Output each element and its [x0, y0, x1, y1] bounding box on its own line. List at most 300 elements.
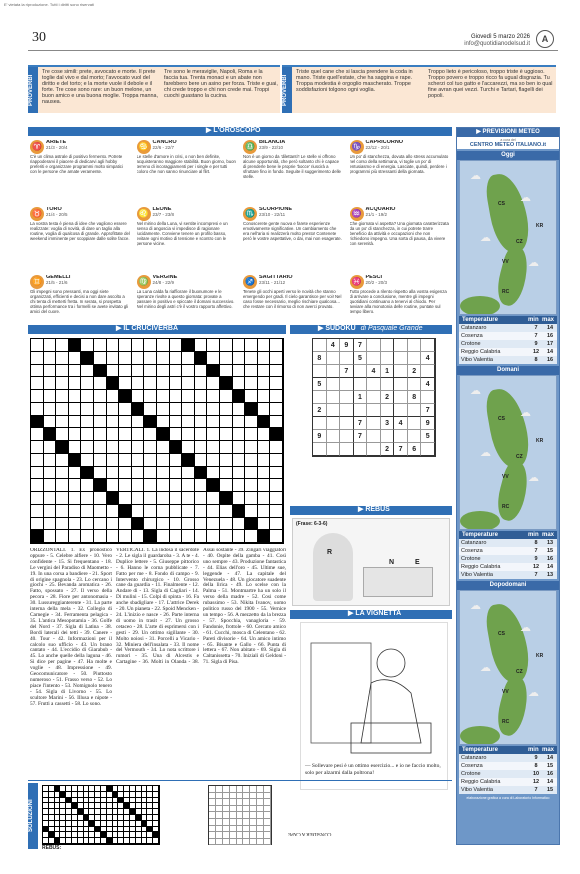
grid-cell[interactable] [245, 467, 258, 480]
sudoku-cell[interactable] [367, 417, 381, 430]
grid-cell[interactable] [233, 467, 246, 480]
grid-cell[interactable] [245, 428, 258, 441]
sudoku-cell[interactable]: 4 [367, 365, 381, 378]
grid-cell[interactable] [94, 352, 107, 365]
sudoku-cell[interactable] [354, 378, 368, 391]
grid-cell[interactable] [233, 505, 246, 518]
grid-cell[interactable] [144, 479, 157, 492]
grid-cell[interactable] [270, 352, 283, 365]
grid-cell[interactable] [69, 518, 82, 531]
grid-cell[interactable] [94, 530, 107, 543]
sudoku-cell[interactable] [340, 352, 354, 365]
grid-cell[interactable] [81, 492, 94, 505]
grid-cell[interactable] [119, 505, 132, 518]
grid-cell[interactable] [195, 467, 208, 480]
sudoku-cell[interactable]: 8 [408, 391, 422, 404]
grid-cell[interactable] [107, 339, 120, 352]
grid-cell[interactable] [132, 428, 145, 441]
sudoku-cell[interactable]: 7 [354, 417, 368, 430]
grid-cell[interactable] [94, 505, 107, 518]
grid-cell[interactable] [245, 377, 258, 390]
grid-cell[interactable] [220, 416, 233, 429]
grid-cell[interactable] [220, 492, 233, 505]
grid-cell[interactable] [119, 390, 132, 403]
grid-cell[interactable] [182, 403, 195, 416]
grid-cell[interactable] [119, 518, 132, 531]
grid-cell[interactable] [144, 530, 157, 543]
grid-cell[interactable] [132, 403, 145, 416]
grid-cell[interactable] [170, 492, 183, 505]
sudoku-cell[interactable]: 5 [421, 430, 435, 443]
grid-cell[interactable] [270, 377, 283, 390]
sudoku-cell[interactable]: 7 [421, 404, 435, 417]
grid-cell[interactable] [119, 479, 132, 492]
grid-cell[interactable] [119, 377, 132, 390]
grid-cell[interactable] [195, 428, 208, 441]
grid-cell[interactable] [220, 441, 233, 454]
grid-cell[interactable] [144, 518, 157, 531]
grid-cell[interactable] [69, 454, 82, 467]
grid-cell[interactable] [170, 339, 183, 352]
grid-cell[interactable] [270, 479, 283, 492]
grid-cell[interactable] [69, 403, 82, 416]
grid-cell[interactable] [182, 339, 195, 352]
sudoku-cell[interactable] [381, 378, 395, 391]
sudoku-cell[interactable]: 4 [327, 339, 341, 352]
grid-cell[interactable] [107, 428, 120, 441]
grid-cell[interactable] [233, 377, 246, 390]
grid-cell[interactable] [94, 390, 107, 403]
grid-cell[interactable] [94, 339, 107, 352]
grid-cell[interactable] [31, 518, 44, 531]
grid-cell[interactable] [207, 441, 220, 454]
grid-cell[interactable] [94, 428, 107, 441]
grid-cell[interactable] [245, 479, 258, 492]
grid-cell[interactable] [270, 339, 283, 352]
sudoku-cell[interactable]: 8 [313, 352, 327, 365]
grid-cell[interactable] [69, 530, 82, 543]
grid-cell[interactable] [182, 428, 195, 441]
grid-cell[interactable] [233, 365, 246, 378]
grid-cell[interactable] [119, 403, 132, 416]
grid-cell[interactable] [182, 479, 195, 492]
grid-cell[interactable] [245, 365, 258, 378]
grid-cell[interactable] [132, 467, 145, 480]
grid-cell[interactable] [270, 441, 283, 454]
sudoku-cell[interactable] [381, 430, 395, 443]
grid-cell[interactable] [144, 505, 157, 518]
grid-cell[interactable] [245, 505, 258, 518]
grid-cell[interactable] [81, 390, 94, 403]
grid-cell[interactable] [195, 377, 208, 390]
sudoku-cell[interactable] [313, 365, 327, 378]
grid-cell[interactable] [44, 428, 57, 441]
sudoku-cell[interactable] [421, 339, 435, 352]
sudoku-cell[interactable] [367, 352, 381, 365]
grid-cell[interactable] [44, 467, 57, 480]
grid-cell[interactable] [56, 416, 69, 429]
sudoku-cell[interactable]: 7 [394, 443, 408, 456]
grid-cell[interactable] [258, 365, 271, 378]
grid-cell[interactable] [245, 390, 258, 403]
sudoku-cell[interactable] [327, 365, 341, 378]
grid-cell[interactable] [220, 518, 233, 531]
grid-cell[interactable] [69, 365, 82, 378]
sudoku-cell[interactable]: 9 [421, 417, 435, 430]
sudoku-cell[interactable]: 6 [408, 443, 422, 456]
grid-cell[interactable] [44, 454, 57, 467]
grid-cell[interactable] [132, 390, 145, 403]
grid-cell[interactable] [44, 339, 57, 352]
grid-cell[interactable] [233, 518, 246, 531]
grid-cell[interactable] [107, 416, 120, 429]
grid-cell[interactable] [233, 530, 246, 543]
grid-cell[interactable] [69, 441, 82, 454]
grid-cell[interactable] [144, 454, 157, 467]
grid-cell[interactable] [258, 505, 271, 518]
grid-cell[interactable] [56, 377, 69, 390]
grid-cell[interactable] [44, 390, 57, 403]
grid-cell[interactable] [107, 454, 120, 467]
grid-cell[interactable] [31, 428, 44, 441]
grid-cell[interactable] [144, 416, 157, 429]
grid-cell[interactable] [144, 365, 157, 378]
grid-cell[interactable] [170, 428, 183, 441]
grid-cell[interactable] [207, 492, 220, 505]
grid-cell[interactable] [220, 467, 233, 480]
grid-cell[interactable] [56, 492, 69, 505]
grid-cell[interactable] [245, 416, 258, 429]
grid-cell[interactable] [220, 428, 233, 441]
grid-cell[interactable] [182, 390, 195, 403]
sudoku-cell[interactable] [408, 404, 422, 417]
grid-cell[interactable] [270, 505, 283, 518]
grid-cell[interactable] [182, 454, 195, 467]
grid-cell[interactable] [81, 365, 94, 378]
grid-cell[interactable] [170, 467, 183, 480]
sudoku-cell[interactable] [367, 391, 381, 404]
grid-cell[interactable] [69, 416, 82, 429]
grid-cell[interactable] [81, 479, 94, 492]
grid-cell[interactable] [245, 441, 258, 454]
grid-cell[interactable] [157, 467, 170, 480]
grid-cell[interactable] [94, 365, 107, 378]
grid-cell[interactable] [233, 441, 246, 454]
sudoku-cell[interactable] [327, 443, 341, 456]
sudoku-cell[interactable] [354, 365, 368, 378]
grid-cell[interactable] [132, 377, 145, 390]
grid-cell[interactable] [44, 505, 57, 518]
grid-cell[interactable] [31, 403, 44, 416]
grid-cell[interactable] [258, 454, 271, 467]
grid-cell[interactable] [69, 492, 82, 505]
grid-cell[interactable] [144, 352, 157, 365]
grid-cell[interactable] [119, 441, 132, 454]
grid-cell[interactable] [69, 339, 82, 352]
sudoku-cell[interactable]: 9 [340, 339, 354, 352]
grid-cell[interactable] [207, 365, 220, 378]
grid-cell[interactable] [195, 518, 208, 531]
sudoku-cell[interactable] [421, 443, 435, 456]
grid-cell[interactable] [182, 530, 195, 543]
grid-cell[interactable] [157, 365, 170, 378]
grid-cell[interactable] [56, 428, 69, 441]
grid-cell[interactable] [107, 492, 120, 505]
grid-cell[interactable] [44, 352, 57, 365]
grid-cell[interactable] [144, 467, 157, 480]
grid-cell[interactable] [258, 441, 271, 454]
grid-cell[interactable] [157, 530, 170, 543]
grid-cell[interactable] [258, 339, 271, 352]
grid-cell[interactable] [81, 505, 94, 518]
grid-cell[interactable] [207, 518, 220, 531]
sudoku-cell[interactable] [313, 339, 327, 352]
grid-cell[interactable] [107, 467, 120, 480]
grid-cell[interactable] [119, 454, 132, 467]
grid-cell[interactable] [270, 403, 283, 416]
sudoku-cell[interactable] [313, 443, 327, 456]
grid-cell[interactable] [81, 428, 94, 441]
sudoku-cell[interactable]: 5 [354, 352, 368, 365]
grid-cell[interactable] [233, 390, 246, 403]
grid-cell[interactable] [157, 403, 170, 416]
grid-cell[interactable] [94, 479, 107, 492]
grid-cell[interactable] [207, 390, 220, 403]
grid-cell[interactable] [245, 492, 258, 505]
grid-cell[interactable] [144, 390, 157, 403]
sudoku-cell[interactable] [313, 417, 327, 430]
grid-cell[interactable] [207, 428, 220, 441]
grid-cell[interactable] [44, 403, 57, 416]
grid-cell[interactable] [170, 365, 183, 378]
grid-cell[interactable] [56, 505, 69, 518]
grid-cell[interactable] [144, 339, 157, 352]
grid-cell[interactable] [270, 467, 283, 480]
sudoku-cell[interactable]: 4 [421, 352, 435, 365]
grid-cell[interactable] [157, 505, 170, 518]
sudoku-cell[interactable] [394, 404, 408, 417]
grid-cell[interactable] [170, 352, 183, 365]
grid-cell[interactable] [207, 479, 220, 492]
grid-cell[interactable] [56, 390, 69, 403]
grid-cell[interactable] [195, 505, 208, 518]
sudoku-cell[interactable] [327, 391, 341, 404]
sudoku-cell[interactable]: 2 [313, 404, 327, 417]
grid-cell[interactable] [170, 505, 183, 518]
sudoku-cell[interactable] [367, 404, 381, 417]
sudoku-cell[interactable] [394, 365, 408, 378]
grid-cell[interactable] [69, 428, 82, 441]
sudoku-cell[interactable] [313, 391, 327, 404]
grid-cell[interactable] [81, 441, 94, 454]
grid-cell[interactable] [119, 428, 132, 441]
sudoku-cell[interactable] [340, 443, 354, 456]
grid-cell[interactable] [31, 352, 44, 365]
grid-cell[interactable] [258, 428, 271, 441]
sudoku-cell[interactable] [381, 352, 395, 365]
grid-cell[interactable] [56, 339, 69, 352]
grid-cell[interactable] [69, 479, 82, 492]
grid-cell[interactable] [195, 441, 208, 454]
sudoku-cell[interactable] [327, 378, 341, 391]
sudoku-cell[interactable] [327, 430, 341, 443]
grid-cell[interactable] [107, 377, 120, 390]
grid-cell[interactable] [170, 441, 183, 454]
sudoku-cell[interactable] [381, 339, 395, 352]
grid-cell[interactable] [270, 492, 283, 505]
grid-cell[interactable] [107, 403, 120, 416]
grid-cell[interactable] [31, 365, 44, 378]
grid-cell[interactable] [132, 365, 145, 378]
grid-cell[interactable] [258, 390, 271, 403]
grid-cell[interactable] [207, 352, 220, 365]
sudoku-cell[interactable] [408, 417, 422, 430]
sudoku-cell[interactable] [394, 391, 408, 404]
grid-cell[interactable] [94, 467, 107, 480]
grid-cell[interactable] [195, 352, 208, 365]
sudoku-cell[interactable]: 2 [408, 365, 422, 378]
grid-cell[interactable] [157, 416, 170, 429]
grid-cell[interactable] [233, 403, 246, 416]
grid-cell[interactable] [233, 428, 246, 441]
grid-cell[interactable] [233, 339, 246, 352]
sudoku-cell[interactable] [354, 443, 368, 456]
sudoku-cell[interactable]: 2 [381, 443, 395, 456]
grid-cell[interactable] [195, 365, 208, 378]
grid-cell[interactable] [182, 505, 195, 518]
grid-cell[interactable] [31, 339, 44, 352]
grid-cell[interactable] [119, 467, 132, 480]
grid-cell[interactable] [157, 492, 170, 505]
grid-cell[interactable] [56, 479, 69, 492]
grid-cell[interactable] [170, 390, 183, 403]
grid-cell[interactable] [81, 416, 94, 429]
grid-cell[interactable] [182, 492, 195, 505]
grid-cell[interactable] [157, 352, 170, 365]
sudoku-cell[interactable] [394, 339, 408, 352]
grid-cell[interactable] [132, 518, 145, 531]
sudoku-cell[interactable]: 2 [381, 391, 395, 404]
grid-cell[interactable] [195, 390, 208, 403]
grid-cell[interactable] [107, 530, 120, 543]
grid-cell[interactable] [270, 518, 283, 531]
grid-cell[interactable] [144, 441, 157, 454]
sudoku-cell[interactable]: 9 [313, 430, 327, 443]
sudoku-cell[interactable]: 5 [313, 378, 327, 391]
grid-cell[interactable] [233, 454, 246, 467]
grid-cell[interactable] [157, 377, 170, 390]
grid-cell[interactable] [69, 390, 82, 403]
grid-cell[interactable] [69, 505, 82, 518]
grid-cell[interactable] [107, 518, 120, 531]
grid-cell[interactable] [94, 377, 107, 390]
grid-cell[interactable] [94, 518, 107, 531]
grid-cell[interactable] [94, 416, 107, 429]
sudoku-grid[interactable] [312, 338, 436, 457]
sudoku-cell[interactable] [354, 404, 368, 417]
grid-cell[interactable] [44, 492, 57, 505]
grid-cell[interactable] [132, 339, 145, 352]
grid-cell[interactable] [132, 479, 145, 492]
grid-cell[interactable] [157, 441, 170, 454]
sudoku-cell[interactable]: 4 [421, 378, 435, 391]
grid-cell[interactable] [44, 365, 57, 378]
grid-cell[interactable] [207, 467, 220, 480]
grid-cell[interactable] [195, 403, 208, 416]
grid-cell[interactable] [144, 403, 157, 416]
sudoku-cell[interactable] [394, 378, 408, 391]
grid-cell[interactable] [56, 441, 69, 454]
grid-cell[interactable] [144, 377, 157, 390]
grid-cell[interactable] [94, 441, 107, 454]
grid-cell[interactable] [31, 390, 44, 403]
grid-cell[interactable] [132, 352, 145, 365]
grid-cell[interactable] [157, 454, 170, 467]
sudoku-cell[interactable] [394, 352, 408, 365]
sudoku-cell[interactable] [327, 352, 341, 365]
grid-cell[interactable] [182, 441, 195, 454]
grid-cell[interactable] [107, 441, 120, 454]
grid-cell[interactable] [207, 403, 220, 416]
grid-cell[interactable] [220, 365, 233, 378]
grid-cell[interactable] [233, 416, 246, 429]
grid-cell[interactable] [56, 467, 69, 480]
grid-cell[interactable] [258, 416, 271, 429]
grid-cell[interactable] [44, 416, 57, 429]
grid-cell[interactable] [170, 416, 183, 429]
grid-cell[interactable] [94, 403, 107, 416]
grid-cell[interactable] [270, 365, 283, 378]
grid-cell[interactable] [56, 530, 69, 543]
sudoku-cell[interactable] [408, 378, 422, 391]
grid-cell[interactable] [258, 352, 271, 365]
grid-cell[interactable] [170, 403, 183, 416]
grid-cell[interactable] [270, 454, 283, 467]
grid-cell[interactable] [81, 352, 94, 365]
grid-cell[interactable] [195, 454, 208, 467]
grid-cell[interactable] [132, 454, 145, 467]
grid-cell[interactable] [144, 492, 157, 505]
grid-cell[interactable] [245, 403, 258, 416]
sudoku-cell[interactable] [367, 339, 381, 352]
grid-cell[interactable] [258, 403, 271, 416]
sudoku-cell[interactable] [340, 430, 354, 443]
grid-cell[interactable] [69, 352, 82, 365]
grid-cell[interactable] [258, 377, 271, 390]
grid-cell[interactable] [233, 352, 246, 365]
grid-cell[interactable] [245, 530, 258, 543]
sudoku-cell[interactable] [367, 430, 381, 443]
grid-cell[interactable] [44, 530, 57, 543]
grid-cell[interactable] [107, 352, 120, 365]
grid-cell[interactable] [245, 339, 258, 352]
grid-cell[interactable] [81, 518, 94, 531]
grid-cell[interactable] [119, 492, 132, 505]
sudoku-cell[interactable] [340, 391, 354, 404]
grid-cell[interactable] [170, 530, 183, 543]
grid-cell[interactable] [132, 441, 145, 454]
grid-cell[interactable] [119, 352, 132, 365]
grid-cell[interactable] [245, 454, 258, 467]
sudoku-cell[interactable]: 4 [394, 417, 408, 430]
grid-cell[interactable] [31, 492, 44, 505]
grid-cell[interactable] [245, 518, 258, 531]
grid-cell[interactable] [233, 492, 246, 505]
grid-cell[interactable] [170, 479, 183, 492]
grid-cell[interactable] [81, 403, 94, 416]
grid-cell[interactable] [132, 505, 145, 518]
grid-cell[interactable] [31, 505, 44, 518]
